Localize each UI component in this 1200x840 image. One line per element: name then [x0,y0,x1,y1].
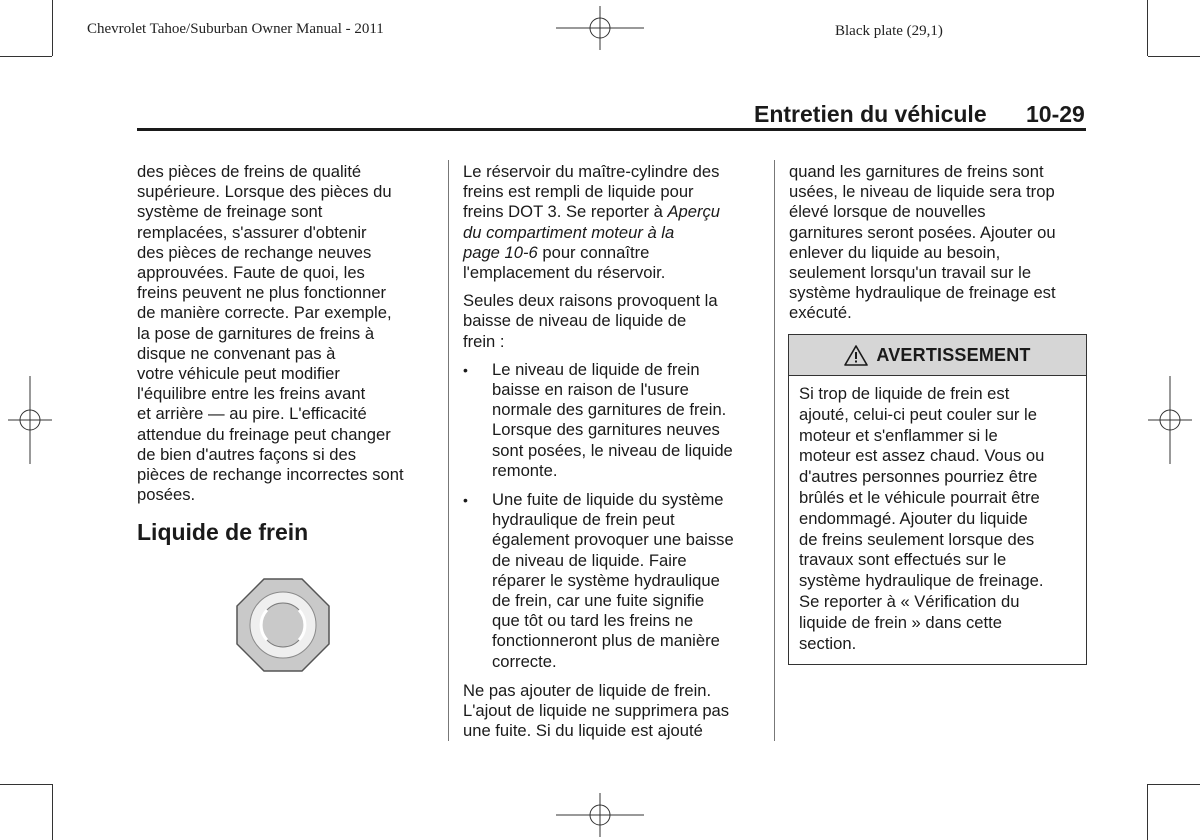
bullet: • [463,361,468,378]
text-line: Seules deux raisons provoquent la [463,291,718,311]
text-line: brûlés et le véhicule pourrait être [799,487,1040,507]
text-line: de frein, car une fuite signifie [492,591,705,611]
text-line: l'équilibre entre les freins avant [137,384,366,404]
text-line: section. [799,633,857,653]
text-line: que tôt ou tard les freins ne [492,611,694,631]
text-line: l'emplacement du réservoir. [463,263,666,283]
text-line: freins est rempli de liquide pour [463,182,694,202]
registration-mark-icon [556,793,644,837]
text-line: ajouté, celui-ci peut couler sur le [799,404,1037,424]
text-segment: freins DOT 3. Se reporter à [463,202,668,222]
crop-mark [0,784,52,785]
text-line: garnitures seront posées. Ajouter ou [789,222,1056,242]
header-rule [137,128,1086,131]
text-line: Une fuite de liquide du système [492,490,724,510]
registration-mark-icon [1148,376,1192,464]
text-line: baisse de niveau de liquide de [463,311,687,331]
text-line: d'autres personnes pourriez être [799,467,1038,487]
text-line: exécuté. [789,303,852,323]
text-line: supérieure. Lorsque des pièces du [137,182,392,202]
text-line: également provoquer une baisse [492,530,734,550]
text-line: Si trop de liquide de frein est [799,384,1010,403]
text-line: attendue du freinage peut changer [137,424,391,444]
text-line: Se reporter à « Vérification du [799,591,1020,611]
column-divider [774,160,775,741]
text-line: des pièces de rechange neuves [137,242,372,262]
text-line: liquide de frein » dans cette [799,612,1002,632]
text-line: moteur et s'enflammer si le [799,425,998,445]
text-line: système de freinage sont [137,202,323,222]
column-divider [448,160,449,741]
warning-title: AVERTISSEMENT [876,344,1031,365]
text-line: L'ajout de liquide ne supprimera pas [463,701,730,721]
text-line: remplacées, s'assurer d'obtenir [137,222,367,242]
crop-mark [1147,0,1148,56]
text-line: approuvées. Faute de quoi, les [137,263,365,283]
bullet: • [463,492,468,509]
registration-mark-icon [8,376,52,464]
cross-reference: Aperçu [667,202,721,222]
text-line: fonctionneront plus de manière [492,631,720,651]
warning-header [789,335,1086,376]
text-line: de bien d'autres façons si des [137,444,357,464]
text-line: système hydraulique de freinage est [789,283,1056,303]
cross-reference: du compartiment moteur à la [463,222,675,242]
text-segment: pour connaître [537,242,650,262]
column-1 [137,162,437,513]
crop-mark [1148,784,1200,785]
text-line: disque ne convenant pas à [137,343,336,363]
text-line: normale des garnitures de frein. [492,400,727,420]
text-line: Lorsque des garnitures neuves [492,420,720,440]
registration-mark-icon [556,6,644,50]
cross-reference: page 10-6 [463,242,538,262]
manual-title: Chevrolet Tahoe/Suburban Owner Manual - 2011 [87,21,384,37]
text-line: de niveau de liquide. Faire [492,550,687,570]
text-line: travaux sont effectués sur le [799,550,1007,570]
crop-mark [1148,56,1200,57]
paragraph [789,162,1089,324]
text-line: pièces de rechange incorrectes sont [137,465,404,485]
crop-mark [0,56,52,57]
plate-label: Black plate (29,1) [835,23,943,39]
column-2 [463,162,763,749]
paragraph [137,162,437,505]
crop-mark [52,784,53,840]
text-line: la pose de garnitures de freins à [137,323,375,343]
paragraph [463,681,763,742]
text-line [463,223,763,243]
crop-mark [52,0,53,56]
paragraph [463,162,763,283]
text-line: une fuite. Si du liquide est ajouté [463,721,703,741]
text-line: seulement lorsqu'un travail sur le [789,263,1032,283]
text-line [463,243,763,263]
text-line: de manière correcte. Par exemple, [137,303,392,323]
text-line: usées, le niveau de liquide sera trop [789,182,1055,202]
bullet-list [463,360,763,672]
text-line: hydraulique de frein peut [492,510,675,530]
list-item [463,490,763,672]
text-line: Ne pas ajouter de liquide de frein. [463,680,712,700]
text-line: posées. [137,485,196,505]
text-line: freins peuvent ne plus fonctionner [137,283,387,303]
text-line: réparer le système hydraulique [492,570,720,590]
text-line: correcte. [492,651,557,671]
crop-mark [1147,784,1148,840]
text-line: des pièces de freins de qualité [137,162,362,181]
text-line: moteur est assez chaud. Vous ou [799,446,1045,466]
page-number: 10-29 [1026,101,1085,127]
subsection-heading: Liquide de frein [137,519,309,545]
warning-box [788,334,1087,665]
warning-triangle-icon [844,345,868,366]
text-line: frein : [463,331,505,351]
text-line: baisse en raison de l'usure [492,380,689,400]
text-line: votre véhicule peut modifier [137,364,340,384]
text-line: Le réservoir du maître-cylindre des [463,162,720,181]
text-line: de freins seulement lorsque des [799,529,1035,549]
text-line: sont posées, le niveau de liquide [492,440,733,460]
text-line: élevé lorsque de nouvelles [789,202,986,222]
text-line: remonte. [492,460,558,480]
column-3 [789,162,1089,332]
list-item [463,360,763,481]
brake-fluid-cap-icon [236,578,330,672]
text-line: système hydraulique de freinage. [799,571,1044,591]
warning-body [789,376,1086,660]
paragraph [463,291,763,352]
text-line: quand les garnitures de freins sont [789,162,1044,181]
text-line: endommagé. Ajouter du liquide [799,508,1028,528]
text-line: enlever du liquide au besoin, [789,242,1001,262]
text-line [463,202,763,222]
section-title: Entretien du véhicule [754,101,987,127]
text-line: Le niveau de liquide de frein [492,359,700,379]
text-line: et arrière — au pire. L'efficacité [137,404,367,424]
